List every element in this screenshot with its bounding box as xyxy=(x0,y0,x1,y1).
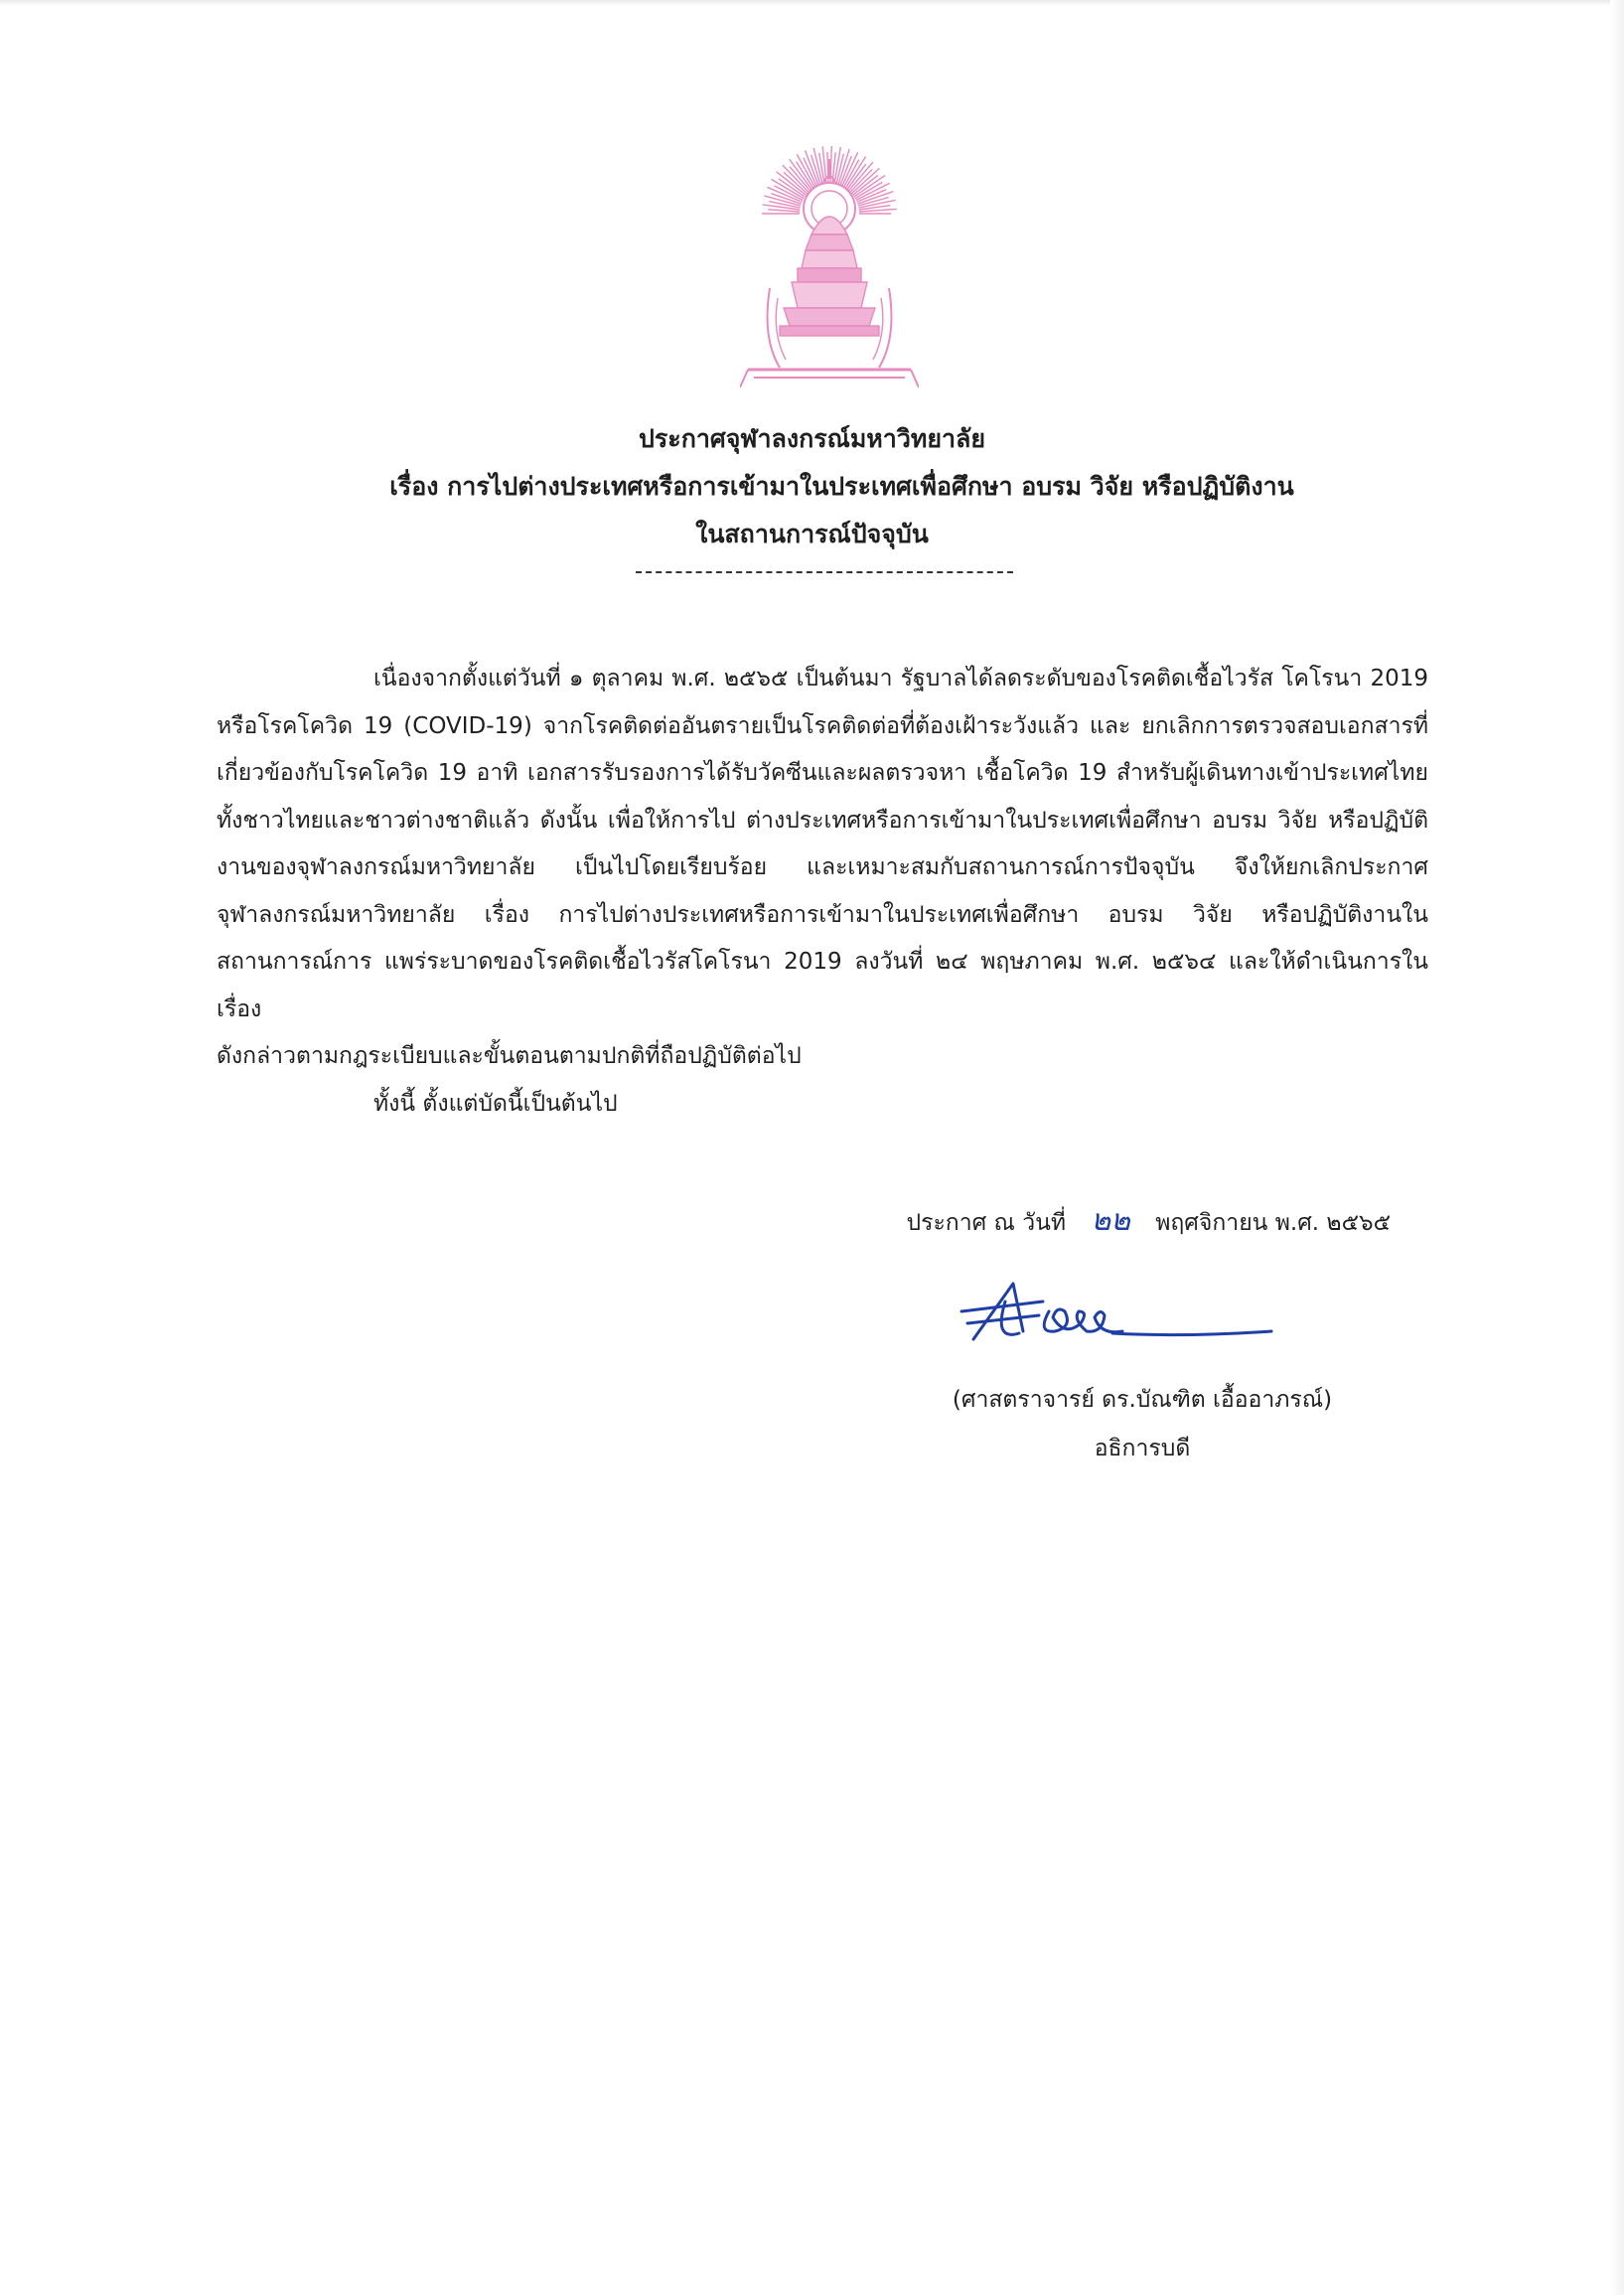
announcement-header xyxy=(0,415,1624,558)
signer-name: (ศาสตราจารย์ ดร.บัณฑิต เอื้ออาภรณ์) xyxy=(952,1387,1333,1413)
emblem-ray xyxy=(768,210,800,212)
document-title: ประกาศจุฬาลงกรณ์มหาวิทยาลัย xyxy=(639,424,985,453)
body-line-6: เป็นไปโดยเรียบร้อย และเหมาะสมกับสถานการณ์การปัจจุบัน จึงให้ยกเลิกประกาศจุฬาลงกรณ์มหาวิทยาลัย xyxy=(217,854,1428,928)
document-body xyxy=(217,656,1428,1128)
body-line-1: เนื่องจากตั้งแต่วันที่ ๑ ตุลาคม พ.ศ. ๒๕๖๕ เป็นต้นมา รัฐบาลได้ลดระดับของโรคติดเชื้อไวรัส xyxy=(373,666,1274,691)
body-paragraph xyxy=(217,656,1428,1033)
header-divider xyxy=(636,571,1013,573)
body-line-2: โคโรนา 2019 หรือโรคโควิด 19 (COVID-19) จากโรคติดต่ออันตรายเป็นโรคติดต่อที่ต้องเฝ้าระวังแล้ว และ xyxy=(217,666,1428,739)
emblem-ray xyxy=(830,146,831,184)
signer-position: อธิการบดี xyxy=(1094,1436,1191,1461)
announce-month-year: พฤศจิกายน พ.ศ. ๒๕๖๕ xyxy=(1155,1210,1391,1236)
emblem-rays xyxy=(762,146,897,214)
handwritten-signature xyxy=(954,1272,1291,1361)
body-line-7: เรื่อง การไปต่างประเทศหรือการเข้ามาในประเทศเพื่อศึกษา อบรม วิจัย หรือปฏิบัติงานในสถานการณ์การ xyxy=(217,901,1428,975)
scan-edge-right xyxy=(1610,0,1624,2295)
announcement-date xyxy=(0,1197,1391,1244)
body-line-5: ต่างประเทศหรือการเข้ามาในประเทศเพื่อศึกษา อบรม วิจัย หรือปฏิบัติงานของจุฬาลงกรณ์มหาวิทยาลัย xyxy=(217,807,1429,880)
body-line-8: แพร่ระบาดของโรคติดเชื้อไวรัสโคโรนา 2019 ลงวันที่ ๒๔ พฤษภาคม พ.ศ. ๒๕๖๔ และให้ดำเนินการในเรื่อง xyxy=(217,949,1428,1022)
emblem-ray xyxy=(827,152,828,184)
handwritten-day: ๒๒ xyxy=(1091,1203,1130,1238)
announce-prefix: ประกาศ ณ วันที่ xyxy=(906,1210,1067,1236)
body-last-line: ดังกล่าวตามกฎระเบียบและขั้นตอนตามปกติที่ถือปฏิบัติต่อไป xyxy=(217,1043,802,1069)
document-subject: เรื่อง การไปต่างประเทศหรือการเข้ามาในประเทศเพื่อศึกษา อบรม วิจัย หรือปฏิบัติงาน xyxy=(389,472,1294,501)
document-subject-continued: ในสถานการณ์ปัจจุบัน xyxy=(695,520,929,548)
subject-line xyxy=(0,463,1624,511)
body-closing: ทั้งนี้ ตั้งแต่บัดนี้เป็นต้นไป xyxy=(373,1090,618,1117)
body-line-4: เชื้อโควิด 19 สำหรับผู้เดินทางเข้าประเทศไทยทั้งชาวไทยและชาวต่างชาติแล้ว ดังนั้น เพื่อให้การไป xyxy=(217,760,1429,834)
body-line-3: ยกเลิกการตรวจสอบเอกสารที่เกี่ยวข้องกับโรคโควิด 19 อาทิ เอกสารรับรองการได้รับวัคซีนและผลตรวจหา xyxy=(217,712,1429,786)
scan-edge-top xyxy=(0,0,1624,6)
signer-block xyxy=(894,1376,1391,1473)
university-emblem-icon xyxy=(740,139,919,397)
